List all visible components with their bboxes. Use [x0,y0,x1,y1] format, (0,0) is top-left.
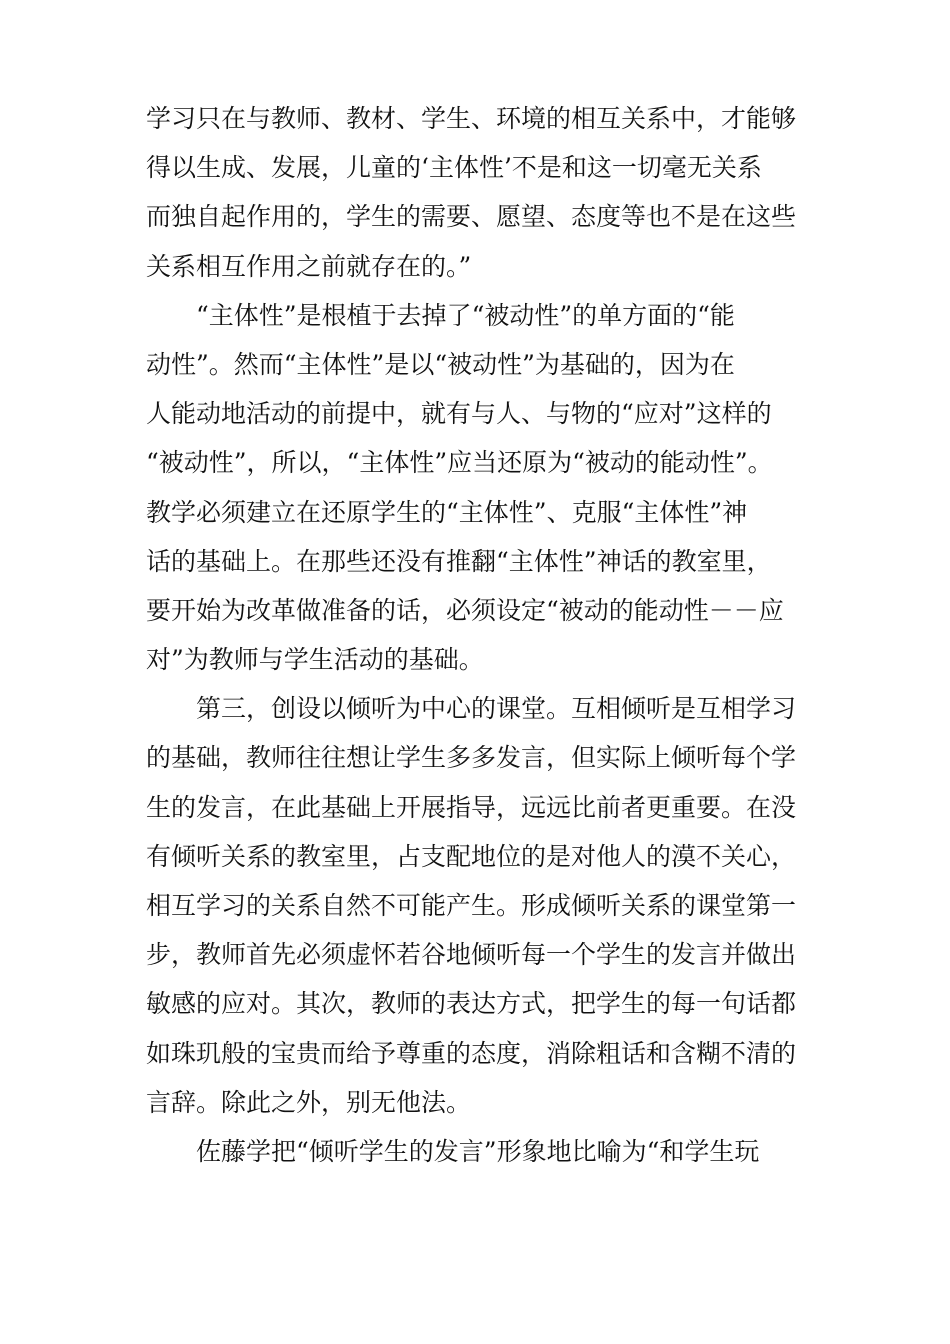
text-line: 得以生成、发展，儿童的‘主体性’不是和这一切毫无关系 [146,153,762,183]
body-text [146,94,806,1176]
text-line: 的基础，教师往往想让学生多多发言，但实际上倾听每个学 [146,743,797,773]
text-line: 步，教师首先必须虚怀若谷地倾听每一个学生的发言并做出 [146,940,797,970]
text-line: 对”为教师与学生活动的基础。 [146,645,484,675]
text-line: 言辞。除此之外，别无他法。 [146,1087,472,1117]
text-line: 人能动地活动的前提中，就有与人、与物的“应对”这样的 [146,399,772,429]
text-line: 教学必须建立在还原学生的“主体性”、克服“主体性”神 [146,497,748,527]
text-line: 动性”。然而“主体性”是以“被动性”为基础的，因为在 [146,349,735,379]
text-line: 敏感的应对。其次，教师的表达方式，把学生的每一句话都 [146,989,797,1019]
text-line: 如珠玑般的宝贵而给予尊重的态度，消除粗话和含糊不清的 [146,1038,797,1068]
text-line: 生的发言，在此基础上开展指导，远远比前者更重要。在没 [146,792,797,822]
text-line: 而独自起作用的，学生的需要、愿望、态度等也不是在这些 [146,202,797,232]
text-line: “主体性”是根植于去掉了“被动性”的单方面的“能 [146,300,735,330]
text-line: 有倾听关系的教室里，占支配地位的是对他人的漠不关心， [146,841,797,871]
text-line: 相互学习的关系自然不可能产生。形成倾听关系的课堂第一 [146,891,797,920]
text-line: 学习只在与教师、教材、学生、环境的相互关系中，才能够 [146,104,797,133]
text-line: 要开始为改革做准备的话，必须设定“被动的能动性－－应 [146,595,784,625]
text-line: 话的基础上。在那些还没有推翻“主体性”神话的教室里， [146,546,772,576]
text-line: 关系相互作用之前就存在的。” [146,251,472,281]
text-line: 佐藤学把“倾听学生的发言”形象地比喻为“和学生玩 [146,1136,760,1166]
text-line: “被动性”，所以，“主体性”应当还原为“被动的能动性”。 [146,448,773,478]
text-line: 第三，创设以倾听为中心的课堂。互相倾听是互相学习 [146,694,797,724]
